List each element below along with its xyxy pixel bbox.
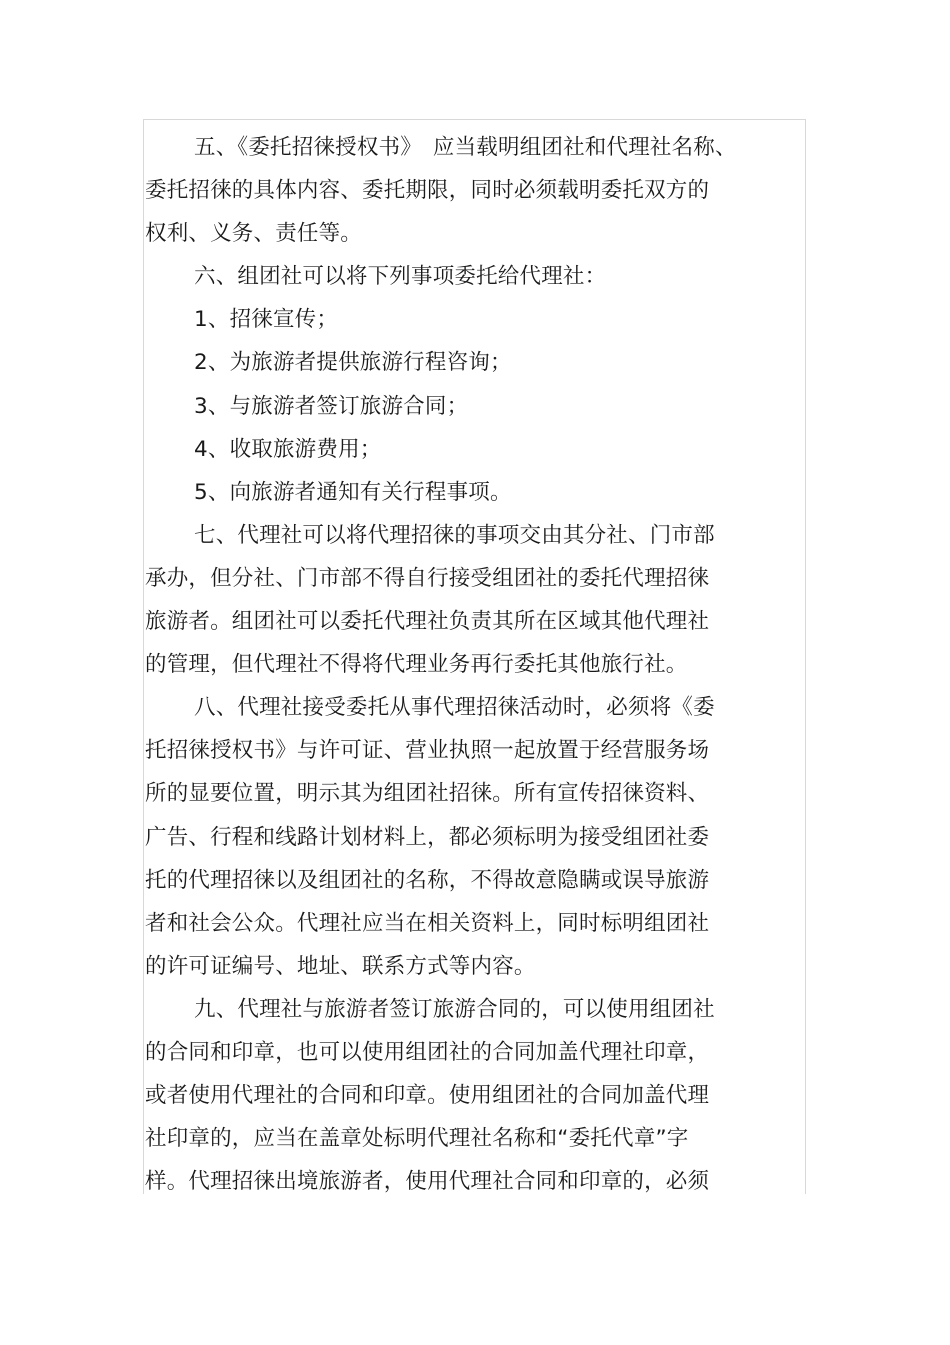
text-line: 七、代理社可以将代理招徕的事项交由其分社、门市部 xyxy=(194,522,715,548)
document-body xyxy=(145,126,795,1203)
text-line: 的合同和印章，也可以使用组团社的合同加盖代理社印章， xyxy=(145,1039,710,1065)
text-line: 社印章的，应当在盖章处标明代理社名称和“委托代章”字 xyxy=(145,1126,689,1152)
text-line: 托的代理招徕以及组团社的名称，不得故意隐瞒或误导旅游 xyxy=(145,867,710,893)
text-line: 八、代理社接受委托从事代理招徕活动时，必须将《委 xyxy=(194,695,715,721)
text-line: 所的显要位置，明示其为组团社招徕。所有宣传招徕资料、 xyxy=(145,781,710,807)
text-line: 五、《委托招徕授权书》 应当载明组团社和代理社名称、 xyxy=(194,135,737,160)
text-line: 或者使用代理社的合同和印章。使用组团社的合同加盖代理 xyxy=(145,1083,710,1109)
text-line: 1、招徕宣传； xyxy=(194,307,339,333)
text-line: 委托招徕的具体内容、委托期限，同时必须载明委托双方的 xyxy=(145,178,710,204)
text-line: 5、向旅游者通知有关行程事项。 xyxy=(194,479,512,505)
text-line: 者和社会公众。代理社应当在相关资料上，同时标明组团社 xyxy=(145,910,710,936)
text-line: 权利、义务、责任等。 xyxy=(145,221,363,247)
text-line: 承办，但分社、门市部不得自行接受组团社的委托代理招徕 xyxy=(145,565,710,591)
text-line: 旅游者。组团社可以委托代理社负责其所在区域其他代理社 xyxy=(145,609,710,635)
text-line: 2、为旅游者提供旅游行程咨询； xyxy=(194,350,512,376)
text-line: 六、组团社可以将下列事项委托给代理社： xyxy=(194,264,607,290)
text-line: 九、代理社与旅游者签订旅游合同的，可以使用组团社 xyxy=(194,996,715,1022)
text-line: 广告、行程和线路计划材料上，都必须标明为接受组团社委 xyxy=(145,824,710,850)
text-line: 的许可证编号、地址、联系方式等内容。 xyxy=(145,953,536,979)
text-line: 样。代理招徕出境旅游者，使用代理社合同和印章的，必须 xyxy=(145,1169,710,1195)
text-line: 托招徕授权书》与许可证、营业执照一起放置于经营服务场 xyxy=(145,738,710,764)
text-line: 的管理，但代理社不得将代理业务再行委托其他旅行社。 xyxy=(145,652,688,678)
text-line: 4、收取旅游费用； xyxy=(194,436,382,462)
text-line: 3、与旅游者签订旅游合同； xyxy=(194,393,469,419)
